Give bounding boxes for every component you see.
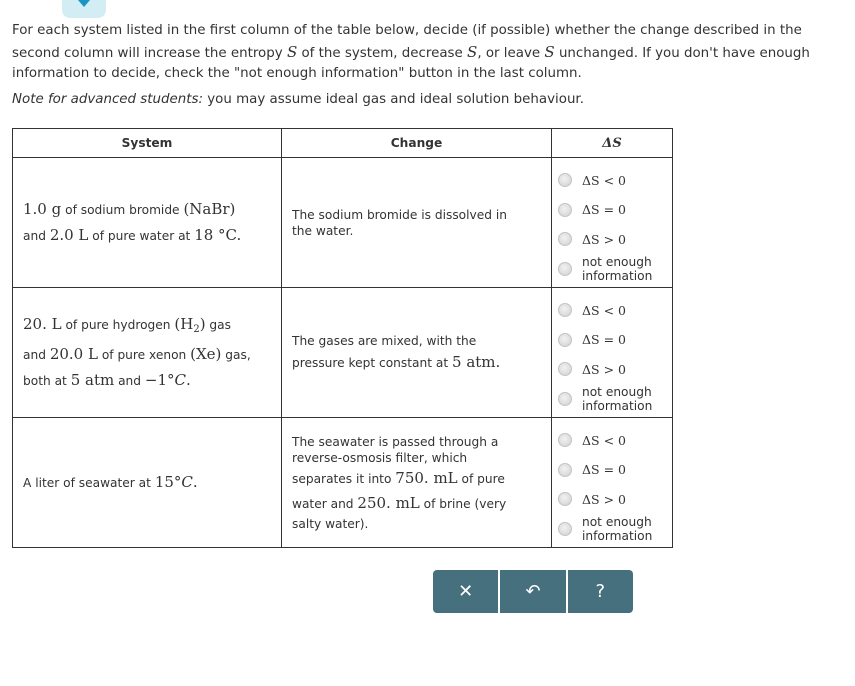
delta-s-options bbox=[552, 158, 673, 288]
radio-button[interactable] bbox=[558, 203, 572, 217]
table-row bbox=[13, 418, 673, 548]
help-button[interactable] bbox=[566, 570, 633, 613]
table-row bbox=[13, 158, 673, 288]
header-change: Change bbox=[282, 129, 552, 158]
option-positive[interactable]: ΔS > 0 bbox=[558, 484, 672, 514]
close-icon: ✕ bbox=[458, 581, 474, 602]
header-system: System bbox=[13, 129, 282, 158]
system-cell: A liter of seawater at 15°C. bbox=[13, 418, 282, 548]
advanced-note: Note for advanced students: you may assume ideal gas and ideal solution behaviour. bbox=[12, 92, 584, 107]
change-cell: The seawater is passed through a reverse-osmosis filter, which separates it into 750. mL of pure water and 250. mL of brine (very salty water). bbox=[282, 418, 552, 548]
radio-button[interactable] bbox=[558, 492, 572, 506]
option-positive[interactable]: ΔS > 0 bbox=[558, 224, 672, 254]
header-delta-s: ΔS bbox=[552, 129, 673, 158]
instructions-text: For each system listed in the first column of the table below, decide (if possible) whether the change described in the second column will increase the entropy S of the system, decrease S, or leave S unchanged. If you don't have enough information to decide, check the "not enough information" button in the last column. bbox=[12, 23, 810, 81]
answer-toolbar bbox=[433, 570, 633, 613]
option-not-enough-info[interactable]: not enough information bbox=[558, 384, 672, 414]
system-cell: 1.0 g of sodium bromide (NaBr) and 2.0 L of pure water at 18 °C. bbox=[13, 158, 282, 288]
option-zero[interactable]: ΔS = 0 bbox=[558, 455, 672, 485]
option-positive[interactable]: ΔS > 0 bbox=[558, 354, 672, 384]
option-zero[interactable]: ΔS = 0 bbox=[558, 195, 672, 225]
option-not-enough-info[interactable]: not enough information bbox=[558, 254, 672, 284]
option-not-enough-info[interactable]: not enough information bbox=[558, 514, 672, 544]
help-icon: ? bbox=[595, 581, 606, 602]
option-negative[interactable]: ΔS < 0 bbox=[558, 425, 672, 455]
radio-button[interactable] bbox=[558, 463, 572, 477]
chevron-down-icon bbox=[78, 0, 90, 7]
table-row bbox=[13, 288, 673, 418]
change-cell: The sodium bromide is dissolved in the water. bbox=[282, 158, 552, 288]
radio-button[interactable] bbox=[558, 232, 572, 246]
radio-button[interactable] bbox=[558, 362, 572, 376]
radio-button[interactable] bbox=[558, 433, 572, 447]
radio-button[interactable] bbox=[558, 262, 572, 276]
collapse-toggle[interactable] bbox=[62, 0, 106, 18]
delta-s-options bbox=[552, 418, 673, 548]
delta-s-options bbox=[552, 288, 673, 418]
system-cell: 20. L of pure hydrogen $(H_2)$ gas and 20.0 L of pure xenon (Xe) gas, both at 5 atm and −1°C. bbox=[13, 288, 282, 418]
radio-button[interactable] bbox=[558, 522, 572, 536]
undo-button[interactable] bbox=[498, 570, 565, 613]
radio-button[interactable] bbox=[558, 173, 572, 187]
radio-button[interactable] bbox=[558, 333, 572, 347]
clear-button[interactable] bbox=[433, 570, 498, 613]
entropy-question-table bbox=[12, 128, 673, 548]
radio-button[interactable] bbox=[558, 392, 572, 406]
option-negative[interactable]: ΔS < 0 bbox=[558, 295, 672, 325]
undo-icon: ↶ bbox=[525, 581, 541, 602]
radio-button[interactable] bbox=[558, 303, 572, 317]
option-zero[interactable]: ΔS = 0 bbox=[558, 325, 672, 355]
change-cell: The gases are mixed, with the pressure kept constant at 5 atm. bbox=[282, 288, 552, 418]
option-negative[interactable]: ΔS < 0 bbox=[558, 165, 672, 195]
